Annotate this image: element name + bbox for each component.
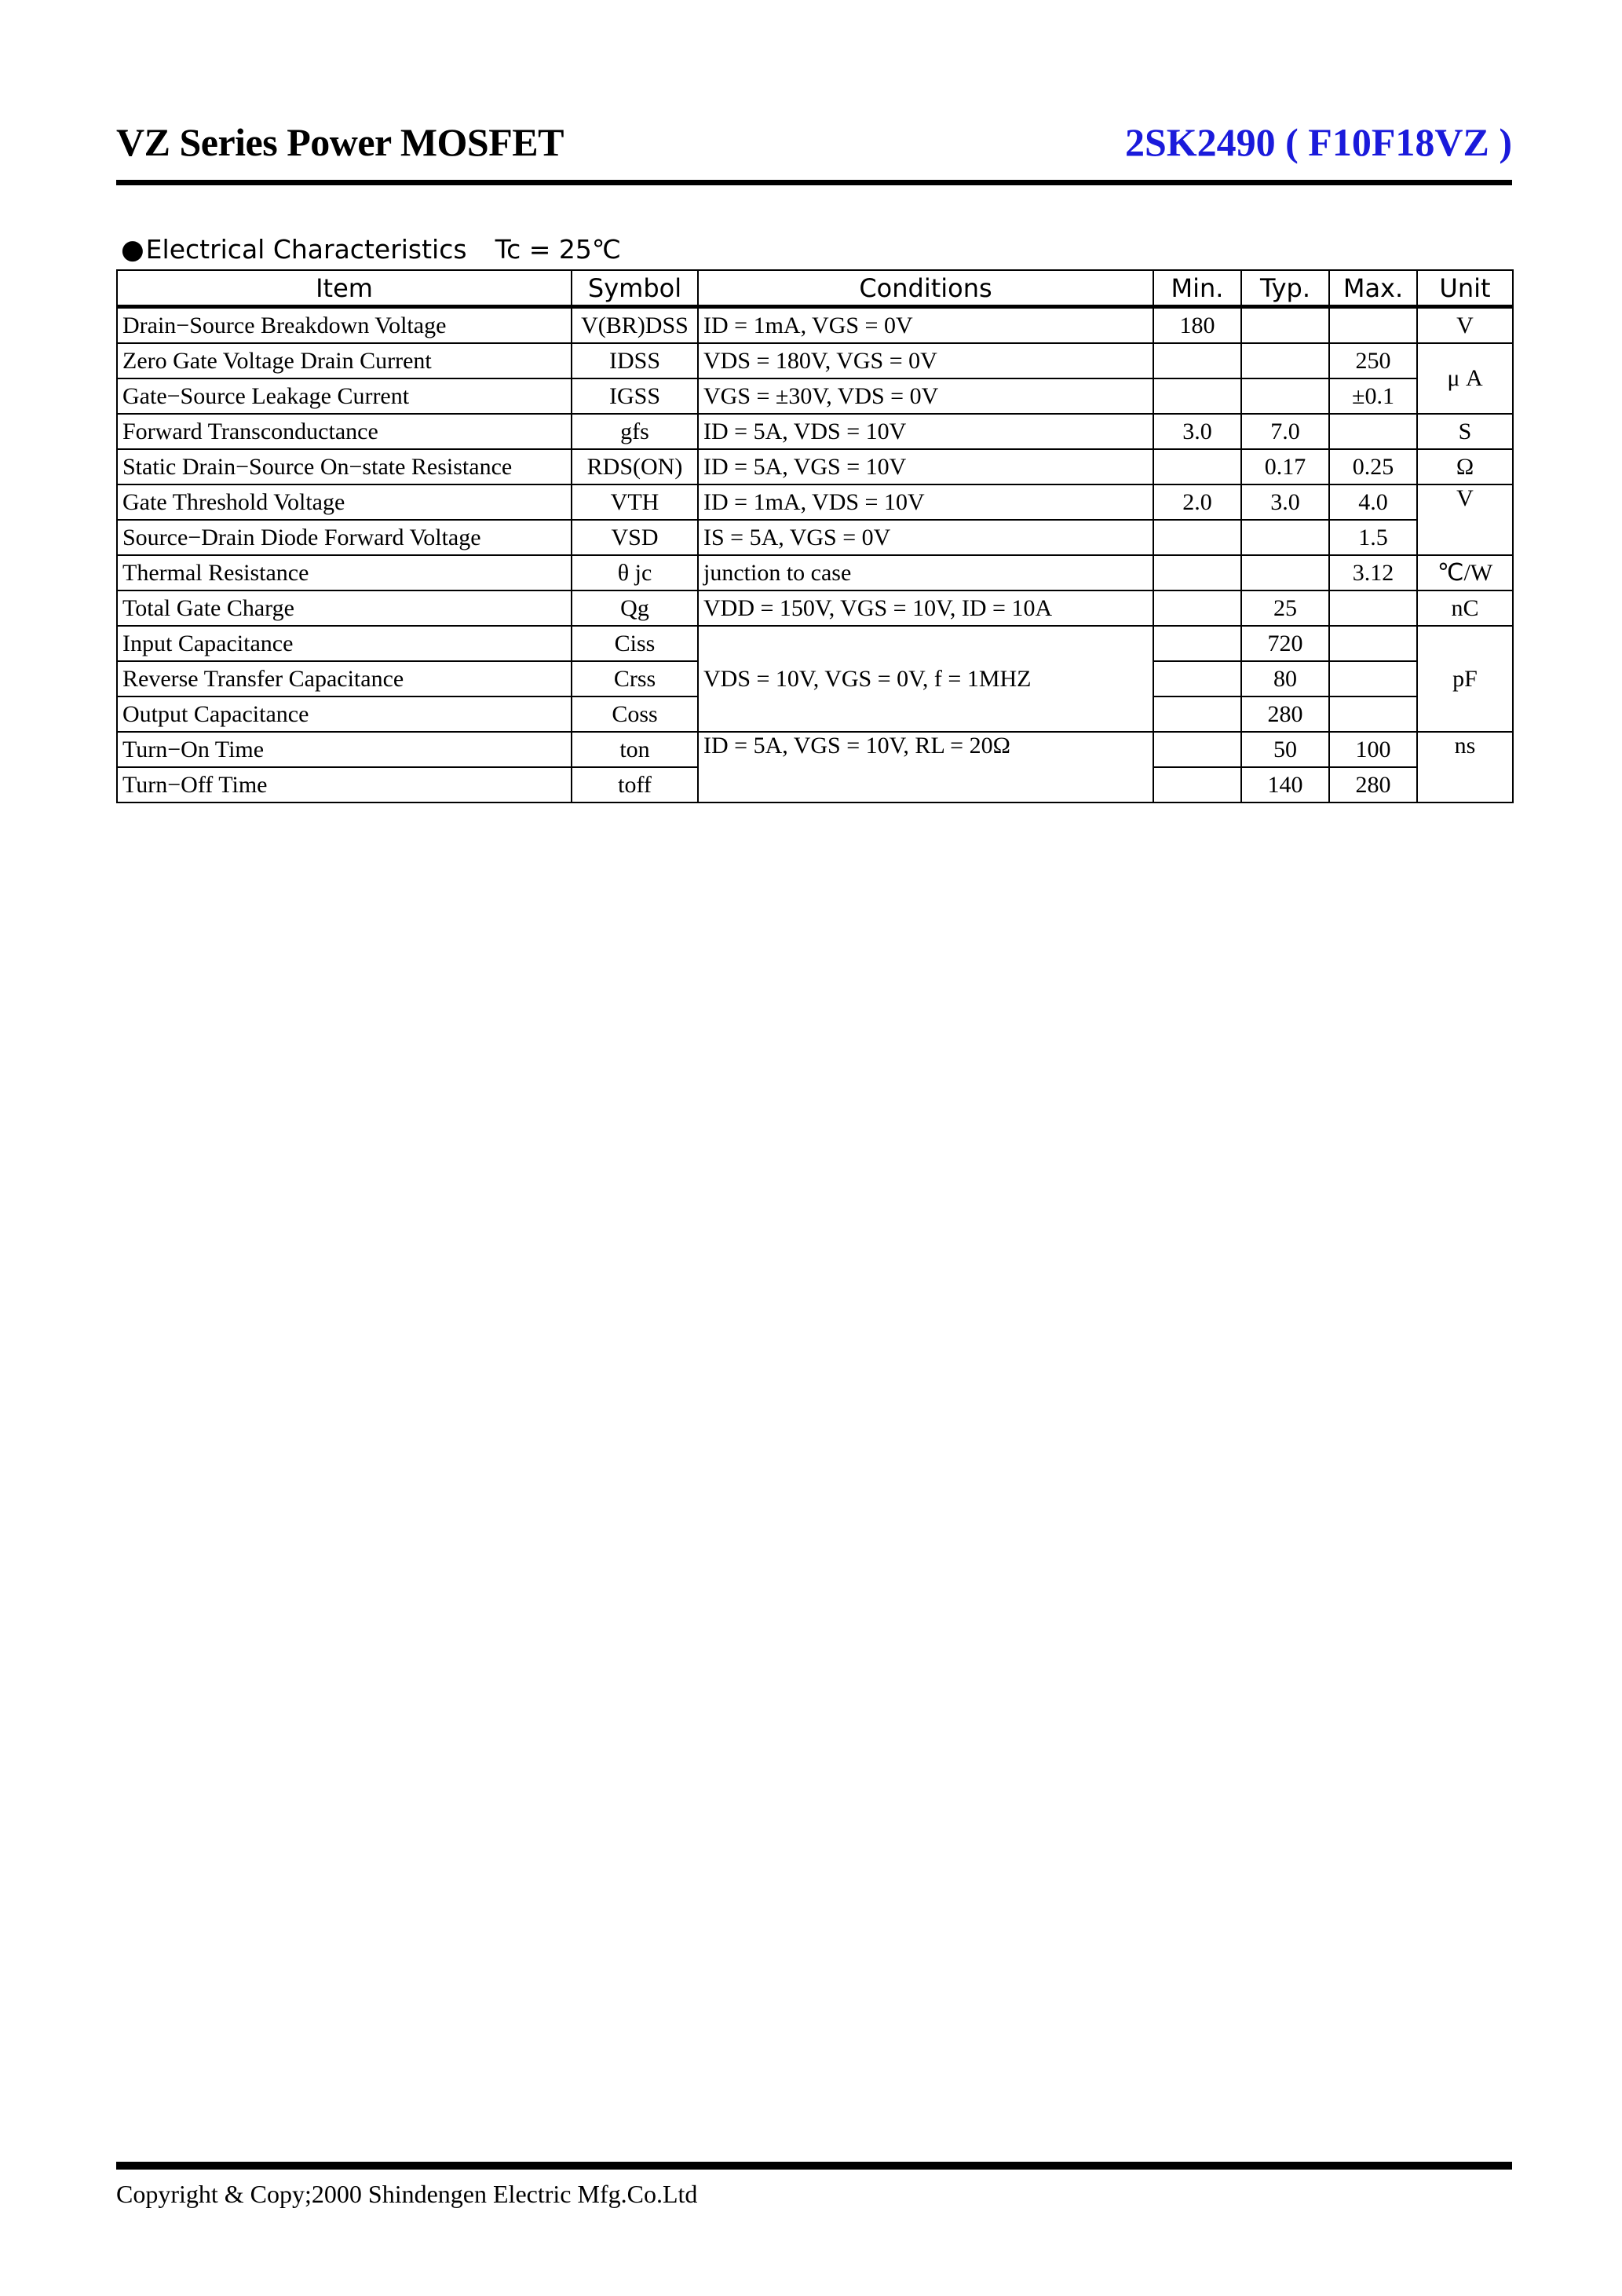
section-condition: Tc = 25℃ [495, 234, 621, 265]
typ-cell [1241, 343, 1329, 378]
symbol-cell: V(BR)DSS [572, 307, 698, 344]
symbol-cell: θ jc [572, 555, 698, 590]
header-item: Item [117, 270, 572, 307]
symbol-cell: Crss [572, 661, 698, 696]
copyright-footer: Copyright & Copy;2000 Shindengen Electric Mfg.Co.Ltd [116, 2180, 698, 2208]
item-cell: Forward Transconductance [117, 414, 572, 449]
conditions-cell: VGS = ±30V, VDS = 0V [698, 378, 1153, 414]
electrical-characteristics-table [116, 269, 1514, 803]
max-cell [1329, 414, 1417, 449]
table-row [117, 343, 1513, 378]
header-unit: Unit [1417, 270, 1513, 307]
typ-cell: 280 [1241, 696, 1329, 732]
item-cell: Static Drain−Source On−state Resistance [117, 449, 572, 484]
conditions-cell: VDS = 10V, VGS = 0V, f = 1MHZ [698, 626, 1153, 732]
unit-cell: S [1417, 414, 1513, 449]
min-cell: 2.0 [1153, 484, 1241, 520]
item-cell: Zero Gate Voltage Drain Current [117, 343, 572, 378]
table-row [117, 484, 1513, 520]
symbol-cell: IDSS [572, 343, 698, 378]
item-cell: Gate Threshold Voltage [117, 484, 572, 520]
symbol-cell: VSD [572, 520, 698, 555]
item-cell: Drain−Source Breakdown Voltage [117, 307, 572, 344]
table-row [117, 307, 1513, 344]
min-cell [1153, 626, 1241, 661]
item-cell: Turn−Off Time [117, 767, 572, 803]
symbol-cell: Qg [572, 590, 698, 626]
min-cell [1153, 378, 1241, 414]
conditions-cell: ID = 1mA, VGS = 0V [698, 307, 1153, 344]
max-cell: 1.5 [1329, 520, 1417, 555]
header-rule [116, 180, 1512, 185]
max-cell: 280 [1329, 767, 1417, 803]
conditions-cell: VDS = 180V, VGS = 0V [698, 343, 1153, 378]
conditions-cell: ID = 5A, VGS = 10V, RL = 20Ω [698, 732, 1153, 803]
footer-rule [116, 2162, 1512, 2170]
min-cell [1153, 343, 1241, 378]
item-cell: Thermal Resistance [117, 555, 572, 590]
min-cell [1153, 661, 1241, 696]
typ-cell [1241, 555, 1329, 590]
section-title [121, 234, 621, 265]
typ-cell [1241, 307, 1329, 344]
typ-cell: 720 [1241, 626, 1329, 661]
min-cell [1153, 732, 1241, 767]
conditions-cell: IS = 5A, VGS = 0V [698, 520, 1153, 555]
conditions-cell: junction to case [698, 555, 1153, 590]
symbol-cell: ton [572, 732, 698, 767]
min-cell [1153, 767, 1241, 803]
section-title-text: Electrical Characteristics [145, 234, 467, 265]
bullet-icon: ● [121, 234, 144, 265]
unit-cell: V [1417, 484, 1513, 555]
typ-cell [1241, 520, 1329, 555]
unit-cell: nC [1417, 590, 1513, 626]
symbol-cell: IGSS [572, 378, 698, 414]
conditions-cell: ID = 5A, VGS = 10V [698, 449, 1153, 484]
typ-cell: 7.0 [1241, 414, 1329, 449]
symbol-cell: Coss [572, 696, 698, 732]
item-cell: Turn−On Time [117, 732, 572, 767]
table-row [117, 449, 1513, 484]
unit-cell: V [1417, 307, 1513, 344]
unit-cell: ℃/W [1417, 555, 1513, 590]
max-cell: ±0.1 [1329, 378, 1417, 414]
table-row [117, 520, 1513, 555]
typ-cell: 140 [1241, 767, 1329, 803]
unit-cell: ns [1417, 732, 1513, 803]
min-cell [1153, 590, 1241, 626]
item-cell: Gate−Source Leakage Current [117, 378, 572, 414]
table-row [117, 378, 1513, 414]
min-cell: 180 [1153, 307, 1241, 344]
table-row [117, 626, 1513, 661]
table-row [117, 414, 1513, 449]
min-cell [1153, 696, 1241, 732]
typ-cell: 50 [1241, 732, 1329, 767]
typ-cell: 25 [1241, 590, 1329, 626]
min-cell: 3.0 [1153, 414, 1241, 449]
item-cell: Output Capacitance [117, 696, 572, 732]
max-cell [1329, 696, 1417, 732]
max-cell [1329, 661, 1417, 696]
typ-cell: 80 [1241, 661, 1329, 696]
max-cell: 100 [1329, 732, 1417, 767]
table-header-row [117, 270, 1513, 307]
min-cell [1153, 520, 1241, 555]
max-cell: 250 [1329, 343, 1417, 378]
item-cell: Source−Drain Diode Forward Voltage [117, 520, 572, 555]
conditions-cell: VDD = 150V, VGS = 10V, ID = 10A [698, 590, 1153, 626]
typ-cell: 0.17 [1241, 449, 1329, 484]
typ-cell [1241, 378, 1329, 414]
item-cell: Total Gate Charge [117, 590, 572, 626]
document-title: VZ Series Power MOSFET [116, 120, 564, 164]
max-cell [1329, 307, 1417, 344]
part-number: 2SK2490 ( F10F18VZ ) [1124, 120, 1512, 164]
table-row [117, 555, 1513, 590]
max-cell: 0.25 [1329, 449, 1417, 484]
symbol-cell: VTH [572, 484, 698, 520]
unit-cell: pF [1417, 626, 1513, 732]
header-symbol: Symbol [572, 270, 698, 307]
max-cell: 4.0 [1329, 484, 1417, 520]
unit-cell: μ A [1417, 343, 1513, 414]
table-row [117, 590, 1513, 626]
header-min: Min. [1153, 270, 1241, 307]
header-typ: Typ. [1241, 270, 1329, 307]
min-cell [1153, 449, 1241, 484]
symbol-cell: gfs [572, 414, 698, 449]
symbol-cell: toff [572, 767, 698, 803]
header-conditions: Conditions [698, 270, 1153, 307]
max-cell [1329, 626, 1417, 661]
typ-cell: 3.0 [1241, 484, 1329, 520]
min-cell [1153, 555, 1241, 590]
header-max: Max. [1329, 270, 1417, 307]
symbol-cell: Ciss [572, 626, 698, 661]
table-row [117, 732, 1513, 767]
conditions-cell: ID = 1mA, VDS = 10V [698, 484, 1153, 520]
symbol-cell: RDS(ON) [572, 449, 698, 484]
item-cell: Input Capacitance [117, 626, 572, 661]
item-cell: Reverse Transfer Capacitance [117, 661, 572, 696]
max-cell: 3.12 [1329, 555, 1417, 590]
conditions-cell: ID = 5A, VDS = 10V [698, 414, 1153, 449]
unit-cell: Ω [1417, 449, 1513, 484]
max-cell [1329, 590, 1417, 626]
